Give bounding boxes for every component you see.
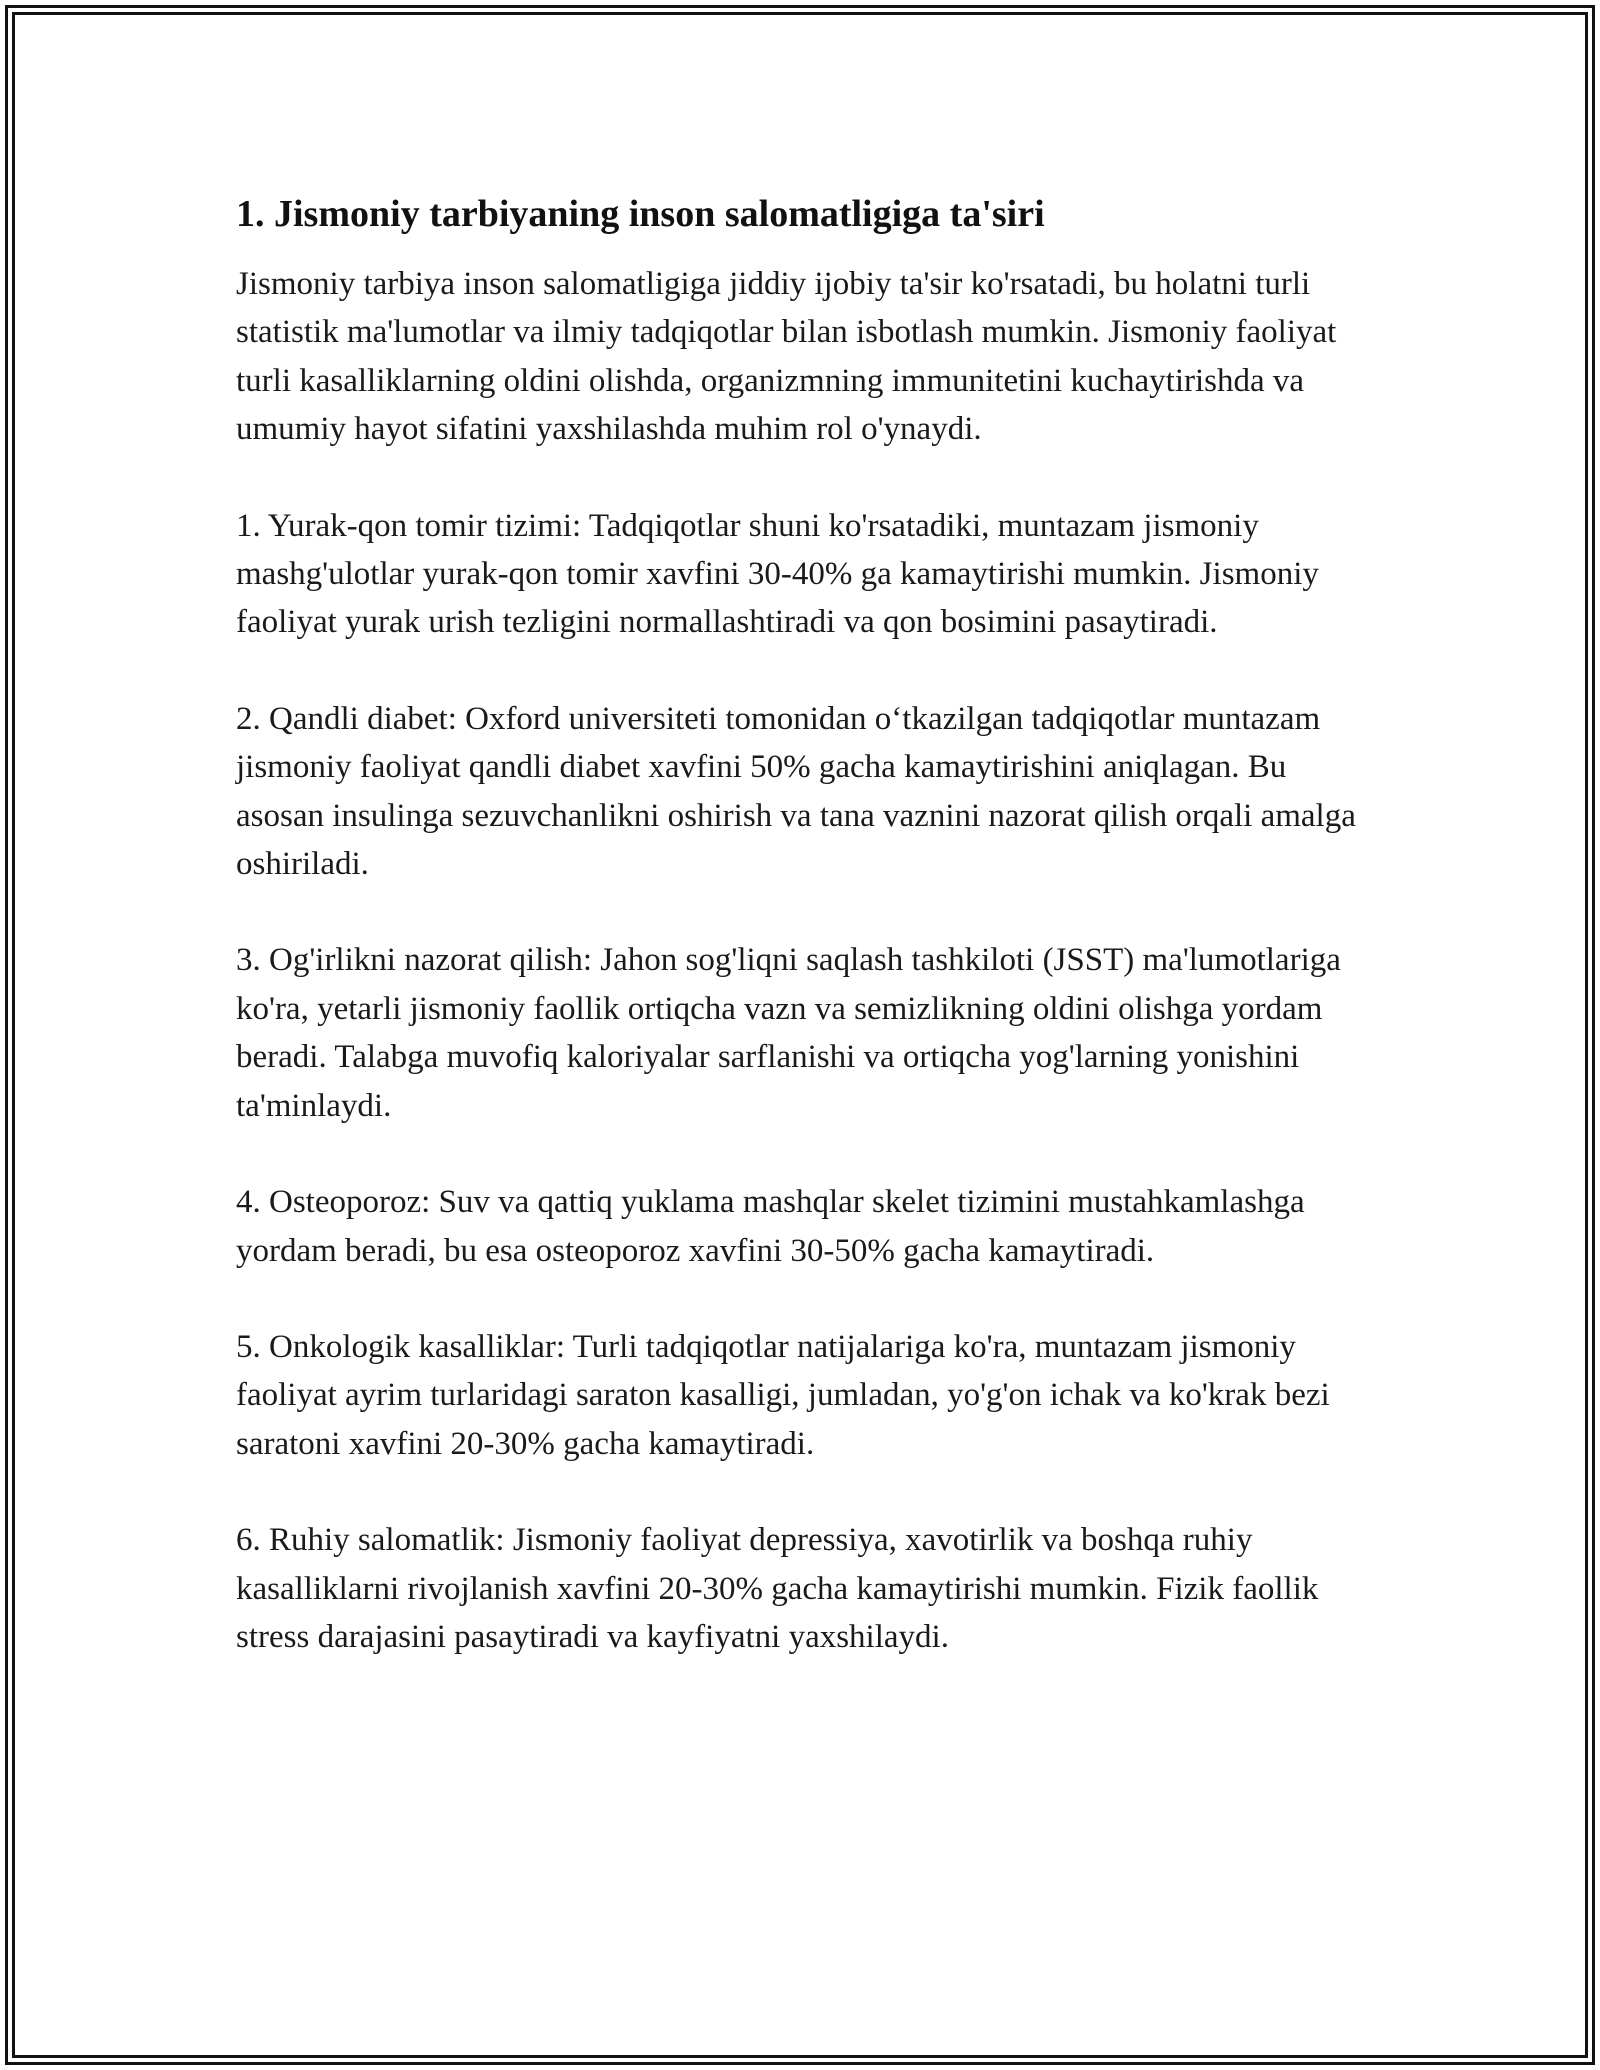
paragraph-diabetes: 2. Qandli diabet: Oxford universiteti tomonidan o‘tkazilgan tadqiqotlar muntazam jismoniy faoliyat qandli diabet xavfini 50% gacha kamaytirishini aniqlagan. Bu asosan insulinga sezuvchanlikni oshirish va tana vaznini nazorat qilish orqali amalga oshiriladi. <box>236 700 1356 883</box>
paragraph-cardiovascular: 1. Yurak-qon tomir tizimi: Tadqiqotlar shuni ko'rsatadiki, muntazam jismoniy mashg'ulotlar yurak-qon tomir xavfini 30-40% ga kamaytirishi mumkin. Jismoniy faoliyat yurak urish tezligini normallashtiradi va qon bosimini pasaytiradi. <box>236 507 1319 641</box>
document-body <box>236 188 1376 1709</box>
paragraph-osteoporosis: 4. Osteoporoz: Suv va qattiq yuklama mashqlar skelet tizimini mustahkamlashga yordam beradi, bu esa osteoporoz xavfini 30-50% gacha kamaytiradi. <box>236 1184 1305 1269</box>
paragraph-weight-control: 3. Og'irlikni nazorat qilish: Jahon sog'liqni saqlash tashkiloti (JSST) ma'lumotlariga ko'ra, yetarli jismoniy faollik ortiqcha vazn va semizlikning oldini olishga yordam beradi. Talabga muvofiq kaloriyalar sarflanishi va ortiqcha yog'larning yonishini ta'minlaydi. <box>236 942 1341 1124</box>
paragraph-mental-health: 6. Ruhiy salomatlik: Jismoniy faoliyat depressiya, xavotirlik va boshqa ruhiy kasalliklarni rivojlanish xavfini 20-30% gacha kamaytirishi mumkin. Fizik faollik stress darajasini pasaytiradi va kayfiyatni yaxshilaydi. <box>236 1522 1319 1655</box>
document-title: 1. Jismoniy tarbiyaning inson salomatligiga ta'siri <box>236 193 1045 235</box>
intro-paragraph: Jismoniy tarbiya inson salomatligiga jiddiy ijobiy ta'sir ko'rsatadi, bu holatni turli statistik ma'lumotlar va ilmiy tadqiqotlar bilan isbotlash mumkin. Jismoniy faoliyat turli kasalliklarning oldini olishda, organizmning immunitetini kuchaytirishda va umumiy hayot sifatini yaxshilashda muhim rol o'ynaydi. <box>236 266 1337 448</box>
paragraph-oncology: 5. Onkologik kasalliklar: Turli tadqiqotlar natijalariga ko'ra, muntazam jismoniy faoliyat ayrim turlaridagi saraton kasalligi, jumladan, yo'g'on ichak va ko'krak bezi saratoni xavfini 20-30% gacha kamaytiradi. <box>236 1328 1330 1462</box>
